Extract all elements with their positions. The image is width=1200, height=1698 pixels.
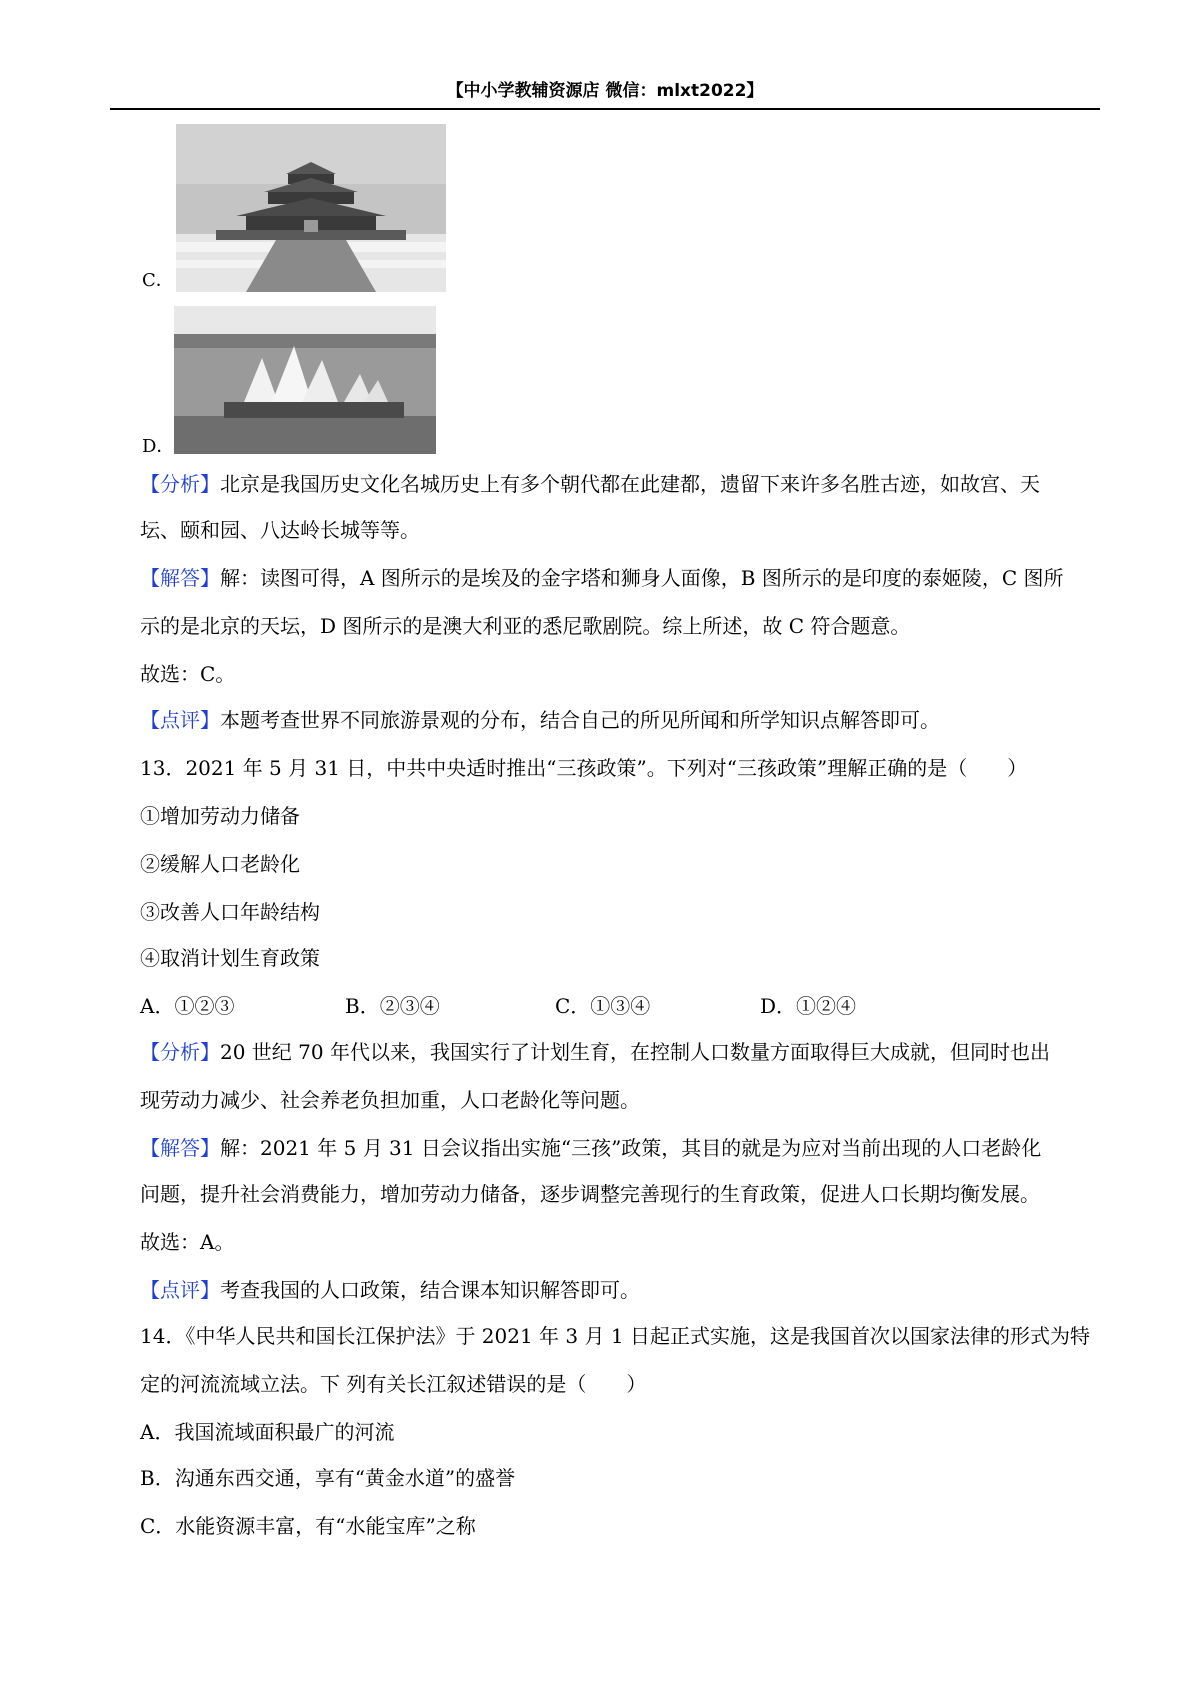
q13-option-d: D．①②④ [760, 994, 857, 1018]
page-header: 【中小学教辅资源店 微信：mlxt2022】 [446, 81, 764, 101]
q13-item-1: ①增加劳动力储备 [140, 804, 300, 828]
q12-analysis-text1: 北京是我国历史文化名城历史上有多个朝代都在此建都，遗留下来许多名胜古迹，如故宫、天 [220, 472, 1040, 496]
q12-analysis-tag: 【分析】 [140, 472, 220, 496]
q13-option-c: C．①③④ [555, 994, 651, 1018]
q14-option-c: C．水能资源丰富，有“水能宝库”之称 [140, 1514, 476, 1538]
q13-analysis-line2: 现劳动力减少、社会养老负担加重，人口老龄化等问题。 [140, 1088, 640, 1112]
q12-comment-tag: 【点评】 [140, 708, 220, 732]
q13-option-a: A．①②③ [140, 994, 235, 1018]
q13-comment-text: 考查我国的人口政策，结合课本知识解答即可。 [220, 1278, 640, 1302]
q12-comment-text: 本题考查世界不同旅游景观的分布，结合自己的所见所闻和所学知识点解答即可。 [220, 708, 940, 732]
q13-analysis-tag: 【分析】 [140, 1040, 220, 1064]
q13-choice: 故选：A。 [140, 1230, 235, 1254]
q14-stem-line1: 14．《中华人民共和国长江保护法》于 2021 年 3 月 1 日起正式实施，这是我国首次以国家法律的形式为特 [140, 1324, 1090, 1348]
q12-analysis-line2: 坛、颐和园、八达岭长城等等。 [140, 518, 420, 542]
q13-stem: 13．2021 年 5 月 31 日，中共中央适时推出“三孩政策”。下列对“三孩政策”理解正确的是（ ） [140, 756, 1028, 780]
q13-comment-tag: 【点评】 [140, 1278, 220, 1302]
q13-option-b: B．②③④ [345, 994, 440, 1018]
q13-answer-line2: 问题，提升社会消费能力，增加劳动力储备，逐步调整完善现行的生育政策，促进人口长期均衡发展。 [140, 1182, 1040, 1206]
q13-item-2: ②缓解人口老龄化 [140, 852, 300, 876]
q12-comment-line [140, 706, 940, 734]
q13-item-4: ④取消计划生育政策 [140, 946, 320, 970]
temple-of-heaven-image [176, 124, 446, 292]
q13-item-3: ③改善人口年龄结构 [140, 900, 320, 924]
q14-option-a: A．我国流域面积最广的河流 [140, 1420, 395, 1444]
q13-analysis-text1: 20 世纪 70 年代以来，我国实行了计划生育，在控制人口数量方面取得巨大成就，但同时也出 [220, 1040, 1050, 1064]
q12-answer-text1: 解：读图可得，A 图所示的是埃及的金字塔和狮身人面像，B 图所示的是印度的泰姬陵，C 图所 [220, 566, 1064, 590]
option-d-label: D． [142, 436, 175, 457]
option-c-label: C． [142, 270, 174, 291]
header-divider [110, 108, 1100, 110]
q13-answer-tag: 【解答】 [140, 1136, 220, 1160]
q12-answer-line2: 示的是北京的天坛，D 图所示的是澳大利亚的悉尼歌剧院。综上所述，故 C 符合题意。 [140, 614, 911, 638]
q13-comment-line [140, 1276, 640, 1304]
q13-analysis-line1 [140, 1038, 1050, 1066]
sydney-opera-house-photo [174, 306, 436, 454]
temple-of-heaven-photo [176, 124, 446, 292]
sydney-opera-house-image [174, 306, 436, 454]
q14-stem-line2: 定的河流流域立法。下 列有关长江叙述错误的是（ ） [140, 1372, 647, 1396]
q12-answer-tag: 【解答】 [140, 566, 220, 590]
q12-answer-line1 [140, 564, 1064, 592]
q12-choice: 故选：C。 [140, 662, 236, 686]
q14-option-b: B．沟通东西交通，享有“黄金水道”的盛誉 [140, 1466, 516, 1490]
q13-answer-line1 [140, 1134, 1041, 1162]
q12-analysis-line1 [140, 470, 1040, 498]
q13-answer-text1: 解：2021 年 5 月 31 日会议指出实施“三孩”政策，其目的就是为应对当前出现的人口老龄化 [220, 1136, 1042, 1160]
